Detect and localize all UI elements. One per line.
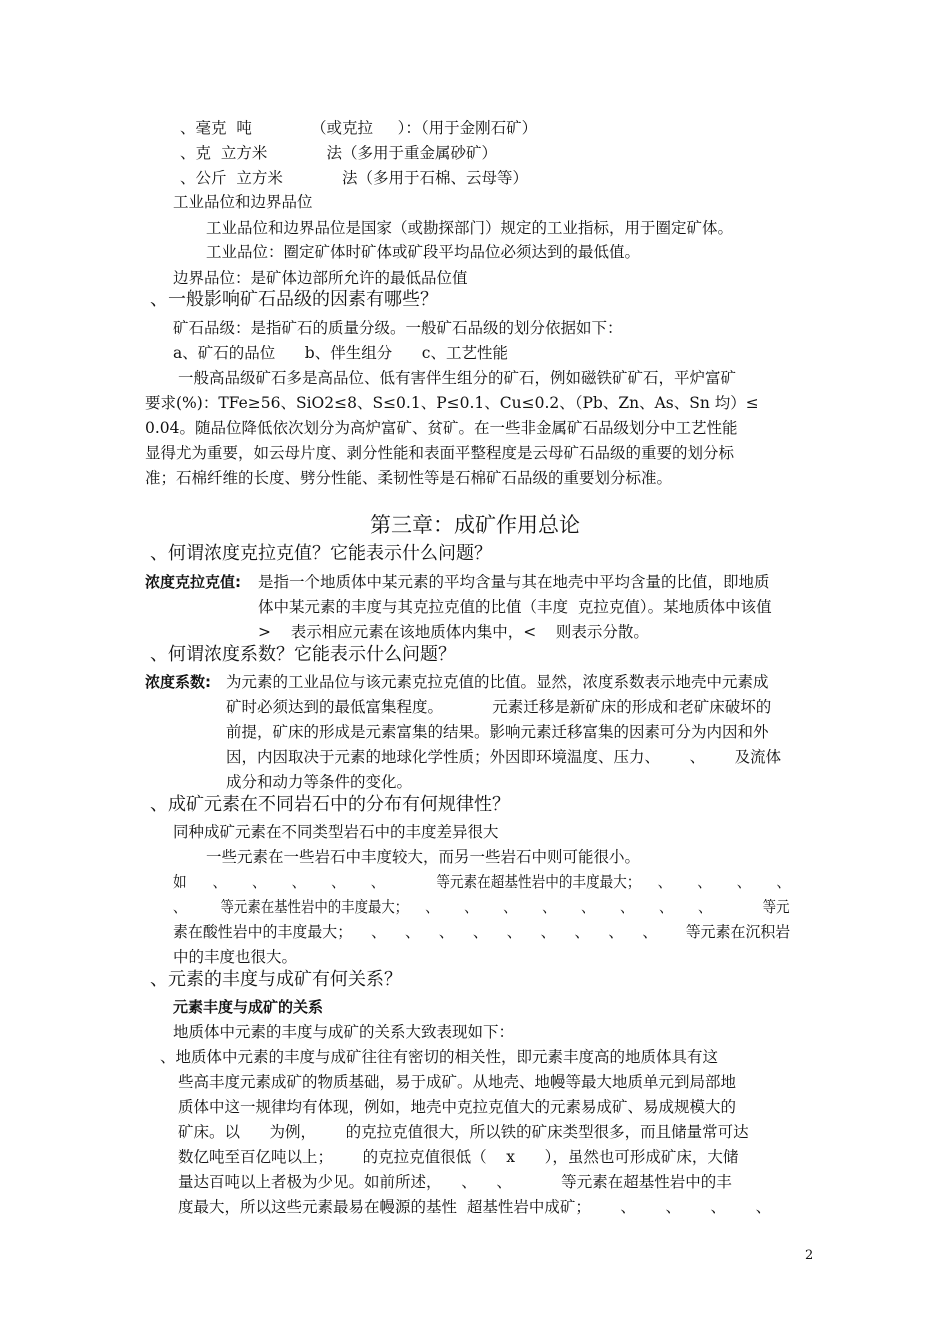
section-heading: 元素丰度与成矿的关系 [173, 998, 324, 1016]
text-line: 质体中这一规律均有体现，例如，地壳中克拉克值大的元素易成矿、易成规模大的 [178, 1098, 737, 1116]
text-line: 0.04。随品位降低依次划分为高炉富矿、贫矿。在一些非金属矿石品级划分中工艺性能 [145, 419, 738, 437]
text-line: 是指一个地质体中某元素的平均含量与其在地壳中平均含量的比值，即地质 [258, 573, 770, 591]
term-label: 浓度克拉克值: [145, 573, 241, 591]
text-line: 显得尤为重要，如云母片度、剥分性能和表面平整程度是云母矿石品级的重要的划分标 [145, 444, 735, 462]
text-line: 、 等元素在基性岩中的丰度最大； 、 、 、 、 、 、 、 、 等元 [173, 898, 790, 916]
text-line: 工业品位和边界品位是国家（或勘探部门）规定的工业指标，用于圈定矿体。 [206, 219, 734, 237]
text-line: 、地质体中元素的丰度与成矿往往有密切的相关性，即元素丰度高的地质体具有这 [160, 1048, 719, 1066]
text-line: 素在酸性岩中的丰度最大； 、 、 、 、 、 、 、 、 、 等元素在沉积岩 [173, 923, 791, 941]
text-line: 度最大，所以这些元素最易在幔源的基性 超基性岩中成矿； 、 、 、 、 [178, 1198, 772, 1216]
question-heading: 、一般影响矿石品级的因素有哪些？ [150, 289, 438, 310]
text-line: 一般高品级矿石多是高品位、低有害伴生组分的矿石，例如磁铁矿矿石，平炉富矿 [178, 369, 737, 387]
text-line: 矿床。以 为例， 的克拉克值很大，所以铁的矿床类型很多，而且储量常可达 [178, 1123, 749, 1141]
text-line: 矿石品级：是指矿石的质量分级。一般矿石品级的划分依据如下： [173, 319, 623, 337]
text-line: 数亿吨至百亿吨以上； 的克拉克值很低（ x ），虽然也可形成矿床，大储 [178, 1148, 739, 1166]
term-label: 浓度系数: [145, 673, 211, 691]
chapter-title: 第三章：成矿作用总论 [370, 513, 580, 537]
text-line: 、克 立方米 法（多用于重金属砂矿） [180, 144, 497, 162]
text-line: 体中某元素的丰度与其克拉克值的比值（丰度 克拉克值）。某地质体中该值 [258, 598, 772, 616]
text-line: 些高丰度元素成矿的物质基础，易于成矿。从地壳、地幔等最大地质单元到局部地 [178, 1073, 737, 1091]
text-line: a、矿石的品位 b、伴生组分 c、工艺性能 [173, 344, 508, 362]
text-line: 为元素的工业品位与该元素克拉克值的比值。显然，浓度系数表示地壳中元素成 [226, 673, 769, 691]
text-line: 、公斤 立方米 法（多用于石棉、云母等） [180, 169, 528, 187]
page-number: 2 [805, 1248, 814, 1263]
text-line: 成分和动力等条件的变化。 [226, 773, 413, 791]
text-line: 一些元素在一些岩石中丰度较大，而另一些岩石中则可能很小。 [206, 848, 641, 866]
text-line: 如 、 、 、 、 、 等元素在超基性岩中的丰度最大； 、 、 、 、 [173, 873, 791, 891]
question-heading: 、元素的丰度与成矿有何关系？ [150, 969, 402, 990]
text-line: 边界品位：是矿体边部所允许的最低品位值 [173, 269, 468, 287]
text-line: 准；石棉纤维的长度、劈分性能、柔韧性等是石棉矿石品级的重要划分标准。 [145, 469, 673, 487]
text-line: > 表示相应元素在该地质体内集中，< 则表示分散。 [258, 623, 649, 641]
text-line: 前提，矿床的形成是元素富集的结果。影响元素迁移富集的因素可分为内因和外 [226, 723, 769, 741]
text-line: 同种成矿元素在不同类型岩石中的丰度差异很大 [173, 823, 499, 841]
text-line: 矿时必须达到的最低富集程度。 元素迁移是新矿床的形成和老矿床破坏的 [226, 698, 772, 716]
text-line: 量达百吨以上者极为少见。如前所述， 、 、 等元素在超基性岩中的丰 [178, 1173, 732, 1191]
text-line: 中的丰度也很大。 [173, 948, 298, 966]
section-heading: 工业品位和边界品位 [173, 193, 313, 211]
text-line: 因，内因取决于元素的地球化学性质；外因即环境温度、压力、 、 及流体 [226, 748, 782, 766]
question-heading: 、何谓浓度克拉克值？它能表示什么问题？ [150, 543, 492, 564]
text-line: 工业品位：圈定矿体时矿体或矿段平均品位必须达到的最低值。 [206, 243, 641, 261]
question-heading: 、何谓浓度系数？它能表示什么问题？ [150, 644, 456, 665]
text-line: 、毫克 吨 （或克拉 ）：（用于金刚石矿） [180, 119, 538, 137]
text-line: 地质体中元素的丰度与成矿的关系大致表现如下： [173, 1023, 515, 1041]
text-line: 要求(%)：TFe≥56、SiO2≤8、S≤0.1、P≤0.1、Cu≤0.2、（Pb、Zn、As、Sn 均）≤ [145, 394, 759, 412]
question-heading: 、成矿元素在不同岩石中的分布有何规律性？ [150, 794, 510, 815]
